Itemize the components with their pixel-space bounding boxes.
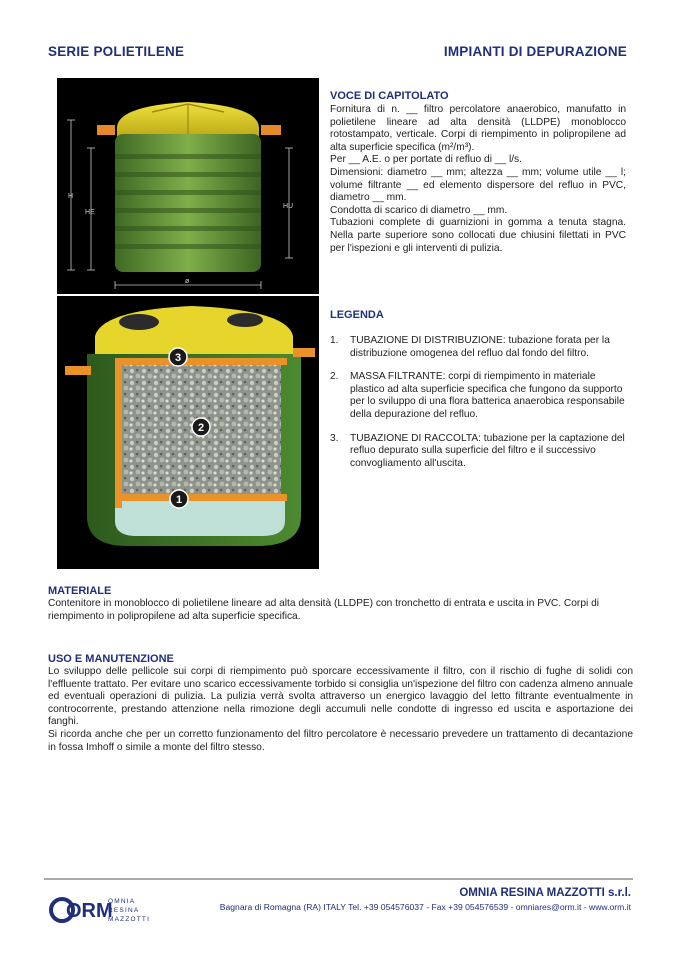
footer-divider <box>44 878 633 880</box>
legend-text: MASSA FILTRANTE: corpi di riempimento in materiale plastico ad alta superficie specifica che fungono da supporto per lo sviluppo di una flora batterica anaerobica responsabile della depurazione del refluo. <box>350 371 625 420</box>
logo-word: MAZZOTTI <box>108 916 151 923</box>
voce-paragraph: Per __ A.E. o per portate di refluo di __ l/s. <box>330 154 522 166</box>
legend-item <box>330 433 628 471</box>
tank-elevation-image <box>57 78 319 294</box>
voce-paragraph: Tubazioni complete di guarnizioni in gomma a tenuta stagna. Nella parte superiore sono collocati due chiusini filettati in PVC per l'ispezioni e gli interventi di pulizia. <box>330 217 626 254</box>
uso-paragraph: Si ricorda anche che per un corretto funzionamento del filtro percolatore è necessario prevedere un trattamento di decantazione in fossa Imhoff o simile a monte del filtro stesso. <box>48 728 633 753</box>
legend-number: 2. <box>330 371 339 383</box>
materiale-text: Contenitore in monoblocco di polietilene lineare ad alta densità (LLDPE) con tronchetto di entrata e uscita in PVC. Corpi di riempimento in polipropilene ad alta superficie specifica. <box>48 598 600 622</box>
voce-title: VOCE DI CAPITOLATO <box>330 90 449 102</box>
dim-label-hu: HU <box>283 203 294 210</box>
legend-number: 1. <box>330 335 339 346</box>
materiale-title: MATERIALE <box>48 585 112 597</box>
voce-paragraph: Dimensioni: diametro __ mm; altezza __ mm; volume utile __ l; volume filtrante __ ed elemento dispersore del refluo in PVC, diametro __ mm. <box>330 166 626 204</box>
uso-text <box>48 666 633 754</box>
marker-3: 3 <box>174 352 182 364</box>
dim-label-h: H <box>68 193 74 200</box>
company-name: OMNIA RESINA MAZZOTTI s.r.l. <box>459 887 631 899</box>
uso-paragraph: Lo sviluppo delle pellicole sui corpi di riempimento può sporcare eccessivamente il filtro, con il rischio di fughe di solidi con l'effluente trattato. Per evitare uno scarico eccessivamente torbido si consiglia un'ispezione del filtro con cadenza almeno annuale ed eventuali operazioni di pulizia. La pulizia verrà svolta attraverso un energico lavaggio del letto filtrante eventualmente in controcorrente, prestando attenzione nella rimozione degli accumuli nelle condotte di ingresso ed uscita e asportazione dei fanghi. <box>48 666 633 728</box>
series-title: SERIE POLIETILENE <box>48 44 185 59</box>
voce-text <box>330 104 626 255</box>
logo-letters: ORM <box>66 900 113 922</box>
legend-text: TUBAZIONE DI DISTRIBUZIONE: tubazione forata per la distribuzione omogenea del refluo dal fondo del filtro. <box>350 335 610 359</box>
marker-1: 1 <box>175 494 183 506</box>
voce-paragraph: Fornitura di n. __ filtro percolatore anaerobico, manufatto in polietilene lineare ad alta densità (LLDPE) monoblocco rotostampato, verticale. Corpi di riempimento in polipropilene ad alta superficie specifica (m²/m³). <box>330 104 626 153</box>
marker-2: 2 <box>197 422 205 434</box>
uso-title: USO E MANUTENZIONE <box>48 653 174 665</box>
legenda-title: LEGENDA <box>330 309 384 321</box>
legend-text: TUBAZIONE DI RACCOLTA: tubazione per la captazione del refluo depurato sulla superficie del filtro e il successivo convogliamento all'uscita. <box>350 432 625 469</box>
company-logo <box>48 890 158 930</box>
legend-number: 3. <box>330 432 339 444</box>
legend-item <box>330 335 628 360</box>
dim-label-he: HE <box>85 209 95 216</box>
company-address: Bagnara di Romagna (RA) ITALY Tel. +39 054576037 - Fax +39 054576539 - omniares@orm.it - www.orm.it <box>219 902 631 912</box>
legend-item <box>330 371 628 421</box>
tank-cutaway-image <box>57 296 319 569</box>
voce-paragraph: Condotta di scarico di diametro __ mm. <box>330 204 508 216</box>
legend-list <box>330 335 628 481</box>
logo-word: OMNIA <box>108 898 136 905</box>
category-title: IMPIANTI DI DEPURAZIONE <box>443 44 627 59</box>
dim-label-diameter: ø <box>185 278 190 285</box>
logo-word: RESINA <box>108 907 140 914</box>
